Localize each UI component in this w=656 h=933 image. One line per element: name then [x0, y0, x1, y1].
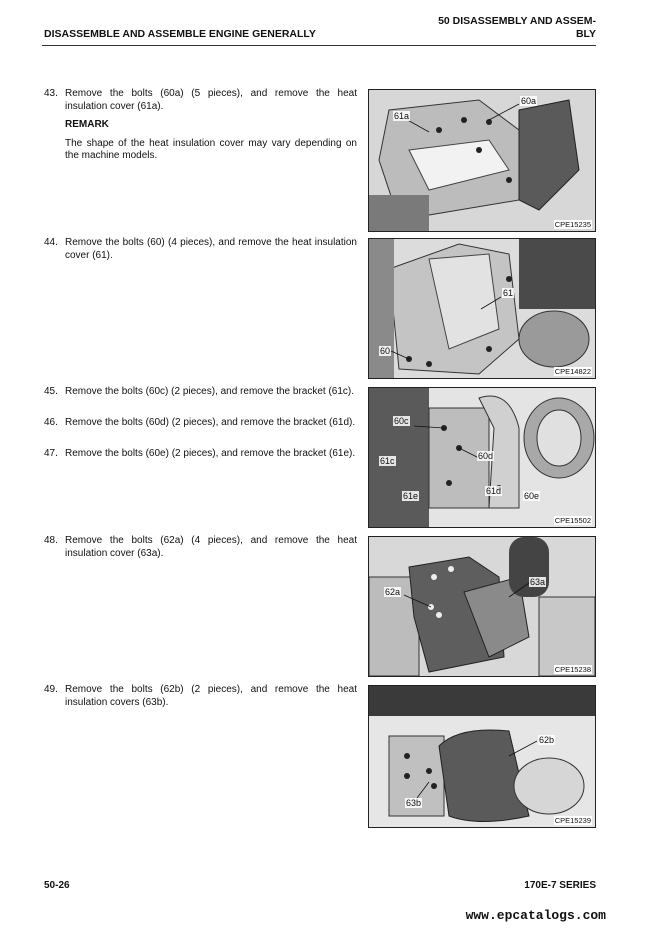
figure-code: CPE15239 [554, 816, 591, 825]
step-number: 46. [44, 417, 58, 428]
callout-62a: 62a [385, 587, 401, 597]
engine-cover-illustration [369, 537, 595, 676]
remark-text: The shape of the heat insulation cover may vary depending on the machine models. [65, 137, 357, 161]
callout-62b: 62b [539, 735, 555, 745]
engine-cover-illustration [369, 239, 595, 378]
step-text: Remove the bolts (60) (4 pieces), and remove the heat insulation cover (61). [65, 237, 357, 261]
header-divider [42, 45, 596, 46]
figure-cpe15239 [368, 685, 596, 828]
series-name: 170E-7 SERIES [524, 880, 596, 891]
figure-cpe14822 [368, 238, 596, 379]
callout-60d: 60d [478, 451, 494, 461]
callout-61c: 61c [380, 456, 395, 466]
figure-cpe15502 [368, 387, 596, 528]
step-44 [44, 237, 357, 266]
step-46 [44, 417, 357, 434]
callout-60e: 60e [524, 491, 540, 501]
step-number: 45. [44, 386, 58, 397]
callout-61e: 61e [403, 491, 419, 501]
step-text: Remove the bolts (60d) (2 pieces), and remove the bracket (61d). [65, 417, 356, 428]
figure-cpe15235 [368, 89, 596, 232]
callout-60: 60 [380, 346, 391, 356]
step-number: 49. [44, 684, 58, 695]
step-47 [44, 448, 357, 465]
callout-63b: 63b [406, 798, 422, 808]
figure-code: CPE15238 [554, 665, 591, 674]
callout-61d: 61d [486, 486, 502, 496]
chapter-title-line2: BLY [575, 28, 596, 40]
remark-title: REMARK [65, 119, 109, 130]
step-number: 44. [44, 237, 58, 248]
figure-code: CPE15502 [554, 516, 591, 525]
step-43 [44, 88, 357, 163]
step-text: Remove the bolts (60e) (2 pieces), and remove the bracket (61e). [65, 448, 356, 459]
step-number: 48. [44, 535, 58, 546]
section-title: DISASSEMBLE AND ASSEMBLE ENGINE GENERALLY [44, 28, 316, 40]
step-number: 43. [44, 88, 58, 99]
step-45 [44, 386, 357, 403]
callout-60a: 60a [521, 96, 537, 106]
figure-code: CPE15235 [554, 220, 591, 229]
callout-61: 61 [503, 288, 514, 298]
engine-cover-illustration [369, 686, 595, 827]
figure-code: CPE14822 [554, 367, 591, 376]
step-text: Remove the bolts (62a) (4 pieces), and remove the heat insulation cover (63a). [65, 535, 357, 559]
step-text: Remove the bolts (62b) (2 pieces), and remove the heat insulation covers (63b). [65, 684, 357, 708]
callout-60c: 60c [394, 416, 409, 426]
callout-63a: 63a [530, 577, 546, 587]
step-number: 47. [44, 448, 58, 459]
page-number: 50-26 [44, 880, 70, 891]
step-48 [44, 535, 357, 564]
callout-61a: 61a [394, 111, 410, 121]
step-49 [44, 684, 357, 713]
step-text: Remove the bolts (60a) (5 pieces), and remove the heat insulation cover (61a). [65, 88, 357, 112]
watermark-url: www.epcatalogs.com [465, 908, 606, 923]
figure-cpe15238 [368, 536, 596, 677]
chapter-title-line1: 50 DISASSEMBLY AND ASSEM- [438, 15, 596, 27]
chapter-title [396, 15, 596, 41]
step-text: Remove the bolts (60c) (2 pieces), and remove the bracket (61c). [65, 386, 355, 397]
